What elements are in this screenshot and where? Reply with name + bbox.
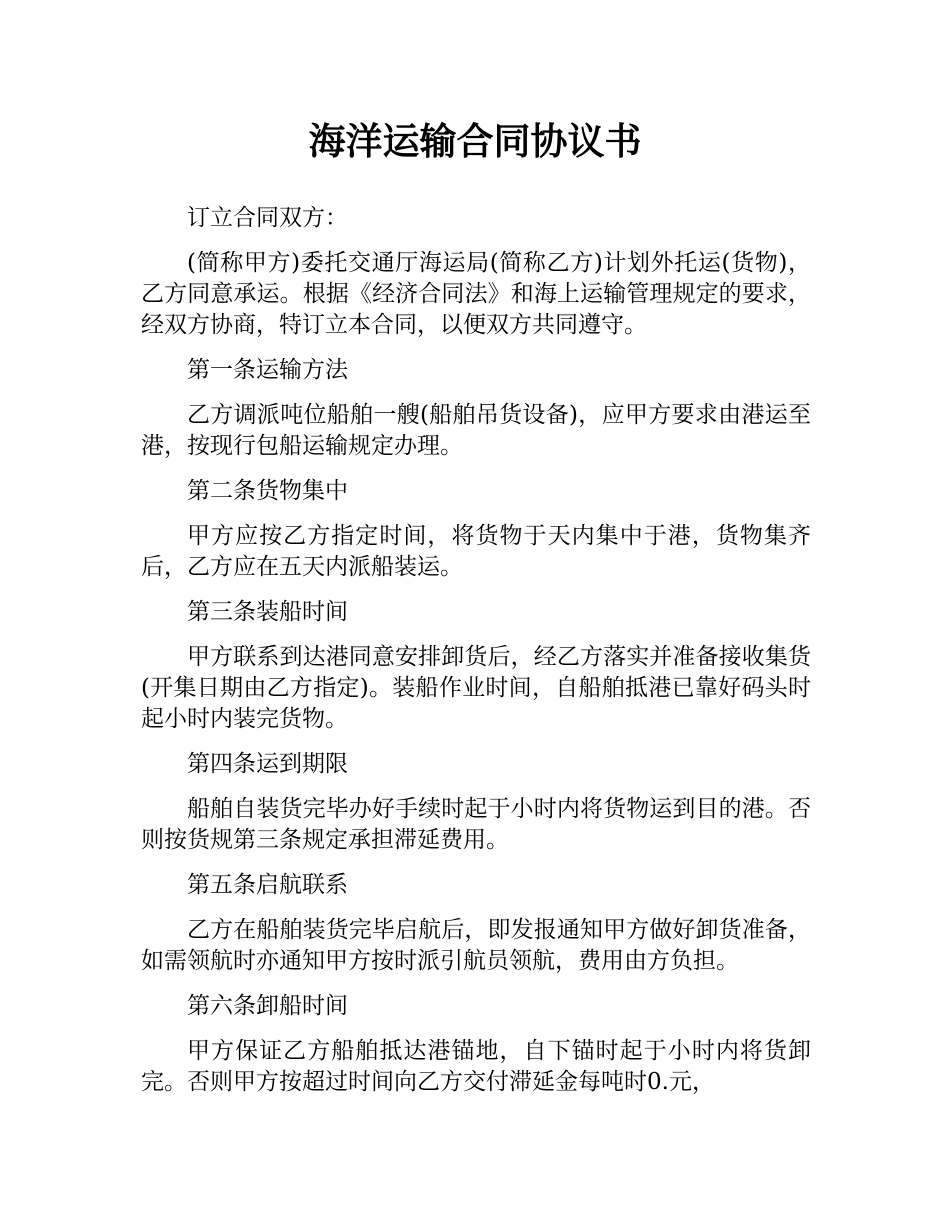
article-5-text: 乙方在船舶装货完毕启航后，即发报通知甲方做好卸货准备，如需领航时亦通知甲方按时派引航员领航，费用由方负担。 [141, 917, 811, 974]
article-4-heading: 第四条运到期限 [187, 751, 348, 777]
document-body [141, 203, 811, 1112]
paragraph-parties: 订立合同双方： [187, 205, 348, 231]
article-5-heading: 第五条启航联系 [187, 872, 348, 898]
article-1-text: 乙方调派吨位船舶一艘(船舶吊货设备)，应甲方要求由港运至港，按现行包船运输规定办理。 [141, 402, 811, 459]
paragraph-preamble: (简称甲方)委托交通厅海运局(简称乙方)计划外托运(货物)，乙方同意承运。根据《经济合同法》和海上运输管理规定的要求，经双方协商，特订立本合同，以便双方共同遵守。 [141, 250, 811, 338]
article-1-heading: 第一条运输方法 [187, 357, 348, 383]
article-6-heading: 第六条卸船时间 [187, 993, 348, 1019]
article-4-text: 船舶自装货完毕办好手续时起于小时内将货物运到目的港。否则按货规第三条规定承担滞延费用。 [141, 796, 811, 853]
article-2-text: 甲方应按乙方指定时间，将货物于天内集中于港，货物集齐后，乙方应在五天内派船装运。 [141, 523, 811, 580]
article-3-text: 甲方联系到达港同意安排卸货后，经乙方落实并准备接收集货(开集日期由乙方指定)。装船作业时间，自船舶抵港已靠好码头时起小时内装完货物。 [141, 644, 811, 732]
article-6-text: 甲方保证乙方船舶抵达港锚地，自下锚时起于小时内将货卸完。否则甲方按超过时间向乙方交付滞延金每吨时0.元， [141, 1038, 811, 1095]
article-2-heading: 第二条货物集中 [187, 478, 348, 504]
article-3-heading: 第三条装船时间 [187, 599, 348, 625]
document-title: 海洋运输合同协议书 [308, 120, 642, 163]
